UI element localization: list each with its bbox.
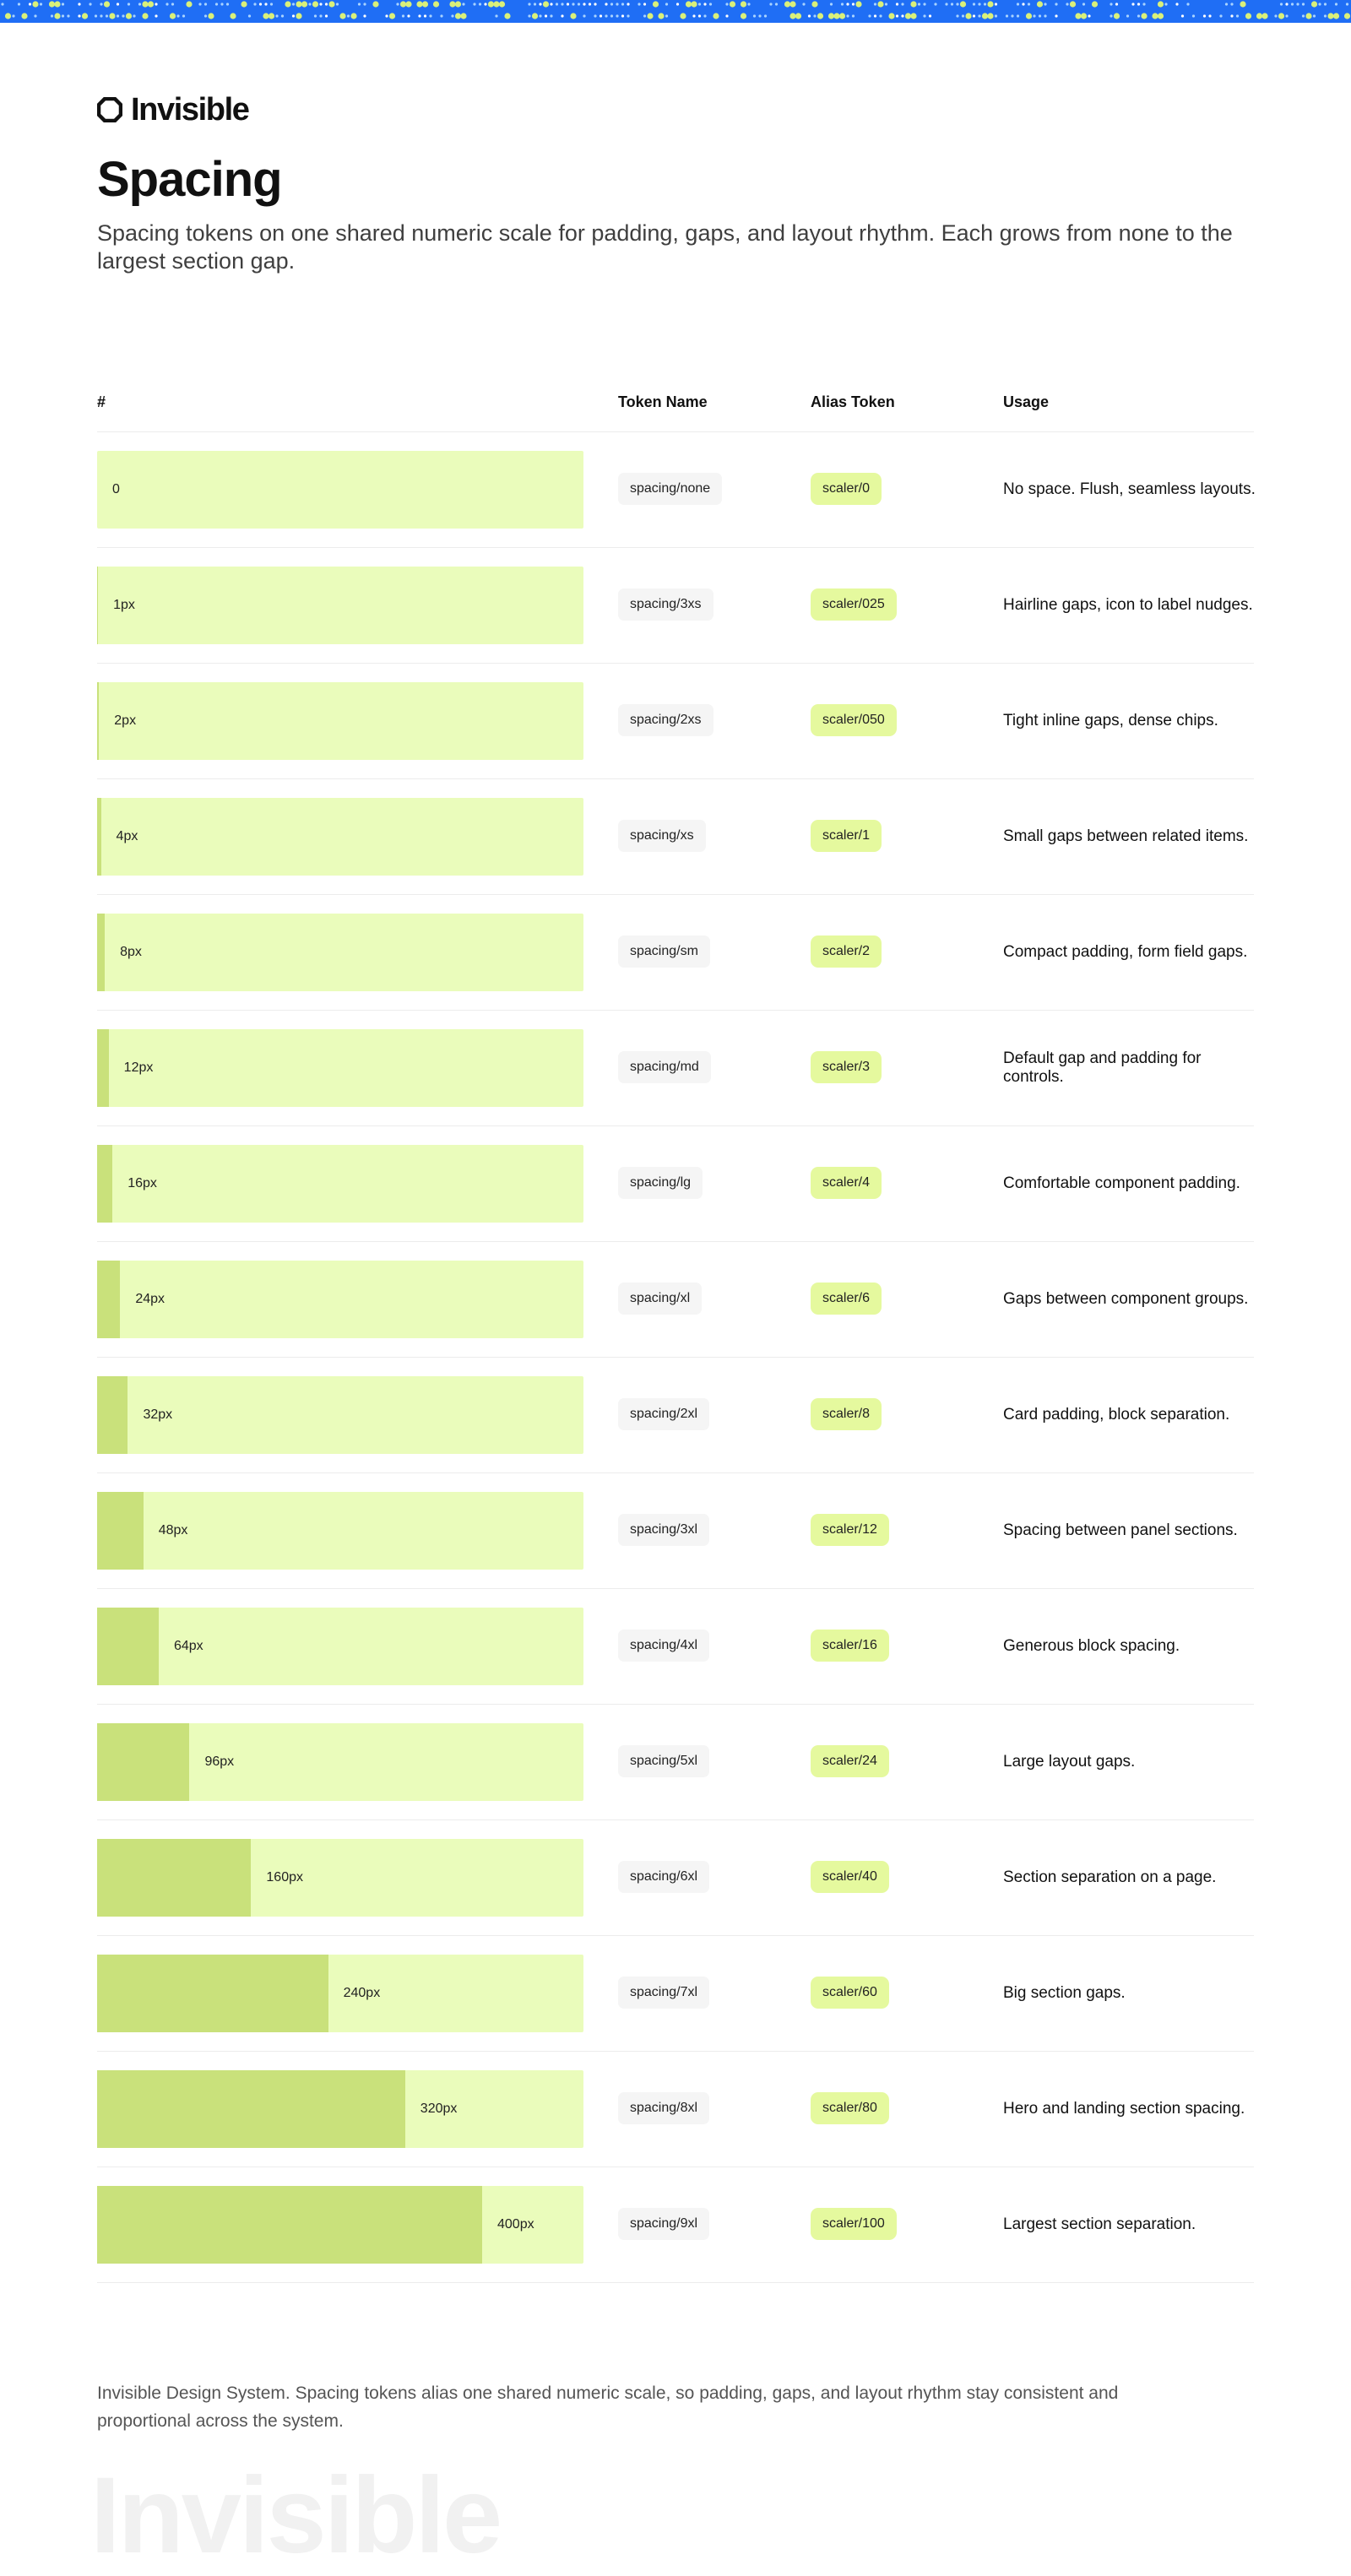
dot-pattern (0, 0, 1351, 23)
spacing-size-label: 160px (266, 1870, 303, 1885)
spacing-swatch (97, 682, 583, 760)
alias-token-chip: scaler/050 (811, 704, 897, 736)
page-title: Spacing (97, 152, 282, 207)
alias-token-chip: scaler/3 (811, 1051, 882, 1083)
usage-text: Hero and landing section spacing. (1003, 2100, 1245, 2118)
usage-text: Default gap and padding for controls. (1003, 1049, 1202, 1086)
table-row (97, 1126, 1254, 1242)
spacing-swatch (97, 2070, 583, 2148)
spacing-table (97, 388, 1254, 2283)
token-name-chip: spacing/2xs (618, 704, 713, 736)
usage-text: Spacing between panel sections. (1003, 1521, 1238, 1539)
token-name-chip: spacing/9xl (618, 2208, 709, 2240)
token-name-chip: spacing/lg (618, 1167, 703, 1199)
spacing-size-label: 240px (343, 1986, 381, 2000)
alias-token-chip: scaler/1 (811, 820, 882, 852)
usage-text: Tight inline gaps, dense chips. (1003, 712, 1218, 729)
alias-token-chip: scaler/12 (811, 1514, 889, 1546)
alias-token-chip: scaler/8 (811, 1398, 882, 1430)
alias-token-chip: scaler/6 (811, 1283, 882, 1315)
spacing-size-label: 32px (143, 1407, 173, 1422)
top-dot-pattern-banner (0, 0, 1351, 23)
alias-token-chip: scaler/025 (811, 588, 897, 621)
spacing-fill (97, 1723, 189, 1801)
token-name-chip: spacing/2xl (618, 1398, 709, 1430)
alias-token-chip: scaler/2 (811, 935, 882, 968)
spacing-fill (97, 1955, 328, 2032)
spacing-swatch (97, 567, 583, 644)
usage-text: Section separation on a page. (1003, 1868, 1217, 1886)
alias-token-chip: scaler/80 (811, 2092, 889, 2124)
token-name-chip: spacing/5xl (618, 1745, 709, 1777)
spacing-fill (97, 682, 99, 760)
token-name-chip: spacing/7xl (618, 1977, 709, 2009)
alias-token-chip: scaler/100 (811, 2208, 897, 2240)
spacing-size-label: 4px (116, 829, 138, 843)
spacing-swatch (97, 914, 583, 991)
spacing-size-label: 400px (497, 2217, 534, 2232)
spacing-swatch (97, 1723, 583, 1801)
spacing-swatch (97, 451, 583, 529)
spacing-fill (97, 1376, 128, 1454)
table-row (97, 1011, 1254, 1126)
table-row (97, 1242, 1254, 1358)
spacing-fill (97, 1261, 120, 1338)
spacing-fill (97, 1839, 251, 1917)
table-row (97, 1358, 1254, 1473)
usage-text: Compact padding, form field gaps. (1003, 943, 1248, 961)
alias-token-chip: scaler/16 (811, 1630, 889, 1662)
table-row (97, 1589, 1254, 1705)
spacing-size-label: 12px (123, 1060, 154, 1075)
usage-text: Big section gaps. (1003, 1984, 1126, 2002)
usage-text: Large layout gaps. (1003, 1753, 1136, 1771)
brand-name: Invisible (131, 92, 249, 127)
table-body (97, 432, 1254, 2283)
spacing-swatch (97, 1261, 583, 1338)
spacing-fill (97, 1029, 109, 1107)
token-name-chip: spacing/md (618, 1051, 711, 1083)
footer-description: Invisible Design System. Spacing tokens alias one shared numeric scale, so padding, gaps, and layout rhythm stay consistent and proportional across the system. (97, 2383, 1119, 2431)
spacing-size-label: 8px (120, 945, 142, 959)
token-name-chip: spacing/3xs (618, 588, 713, 621)
spacing-fill (97, 914, 105, 991)
usage-text: Small gaps between related items. (1003, 827, 1249, 845)
usage-text: Largest section separation. (1003, 2215, 1196, 2233)
table-row (97, 1820, 1254, 1936)
table-row (97, 779, 1254, 895)
spacing-size-label: 0 (112, 482, 120, 496)
spacing-size-label: 1px (113, 598, 135, 612)
alias-token-chip: scaler/40 (811, 1861, 889, 1893)
usage-text: Card padding, block separation. (1003, 1406, 1230, 1424)
spacing-swatch (97, 1839, 583, 1917)
token-name-chip: spacing/4xl (618, 1630, 709, 1662)
usage-text: No space. Flush, seamless layouts. (1003, 480, 1256, 498)
usage-text: Gaps between component groups. (1003, 1290, 1249, 1308)
brand-logo (97, 93, 248, 127)
spacing-fill (97, 567, 98, 644)
token-name-chip: spacing/6xl (618, 1861, 709, 1893)
header-usage: Usage (1003, 393, 1050, 410)
spacing-fill (97, 798, 101, 876)
spacing-size-label: 320px (420, 2101, 458, 2116)
table-row (97, 2052, 1254, 2167)
header-token-name: Token Name (618, 393, 708, 410)
spacing-fill (97, 2186, 482, 2264)
spacing-fill (97, 1608, 159, 1685)
spacing-fill (97, 2070, 405, 2148)
table-row (97, 1936, 1254, 2052)
spacing-swatch (97, 798, 583, 876)
token-name-chip: spacing/xs (618, 820, 706, 852)
spacing-size-label: 2px (114, 713, 137, 728)
spacing-swatch (97, 2186, 583, 2264)
spacing-swatch (97, 1955, 583, 2032)
token-name-chip: spacing/xl (618, 1283, 702, 1315)
footer-watermark: Invisible (90, 2455, 501, 2576)
spacing-swatch (97, 1376, 583, 1454)
table-row (97, 2167, 1254, 2283)
token-name-chip: spacing/3xl (618, 1514, 709, 1546)
usage-text: Hairline gaps, icon to label nudges. (1003, 596, 1253, 614)
table-row (97, 664, 1254, 779)
spacing-fill (97, 1145, 112, 1223)
table-row (97, 432, 1254, 548)
spacing-size-label: 24px (135, 1292, 165, 1306)
spacing-size-label: 48px (158, 1523, 188, 1537)
token-name-chip: spacing/sm (618, 935, 710, 968)
spacing-fill (97, 1492, 144, 1570)
alias-token-chip: scaler/4 (811, 1167, 882, 1199)
token-name-chip: spacing/none (618, 473, 722, 505)
spacing-size-label: 64px (173, 1639, 203, 1653)
spacing-swatch (97, 1145, 583, 1223)
header-index: # (97, 393, 106, 410)
table-row (97, 1705, 1254, 1820)
alias-token-chip: scaler/60 (811, 1977, 889, 2009)
spacing-swatch (97, 1608, 583, 1685)
spacing-size-label: 16px (128, 1176, 157, 1190)
usage-text: Comfortable component padding. (1003, 1174, 1240, 1192)
header-alias-token: Alias Token (811, 393, 895, 410)
page-subtitle: Spacing tokens on one shared numeric scale for padding, gaps, and layout rhythm. Each grows from none to the largest section gap. (97, 220, 1233, 274)
token-name-chip: spacing/8xl (618, 2092, 709, 2124)
spacing-swatch (97, 1492, 583, 1570)
usage-text: Generous block spacing. (1003, 1637, 1180, 1655)
alias-token-chip: scaler/24 (811, 1745, 889, 1777)
spacing-size-label: 96px (204, 1754, 235, 1769)
table-header (97, 388, 1254, 432)
table-row (97, 548, 1254, 664)
table-row (97, 1473, 1254, 1589)
table-row (97, 895, 1254, 1011)
alias-token-chip: scaler/0 (811, 473, 882, 505)
octagon-ring-icon (97, 97, 122, 122)
spacing-swatch (97, 1029, 583, 1107)
